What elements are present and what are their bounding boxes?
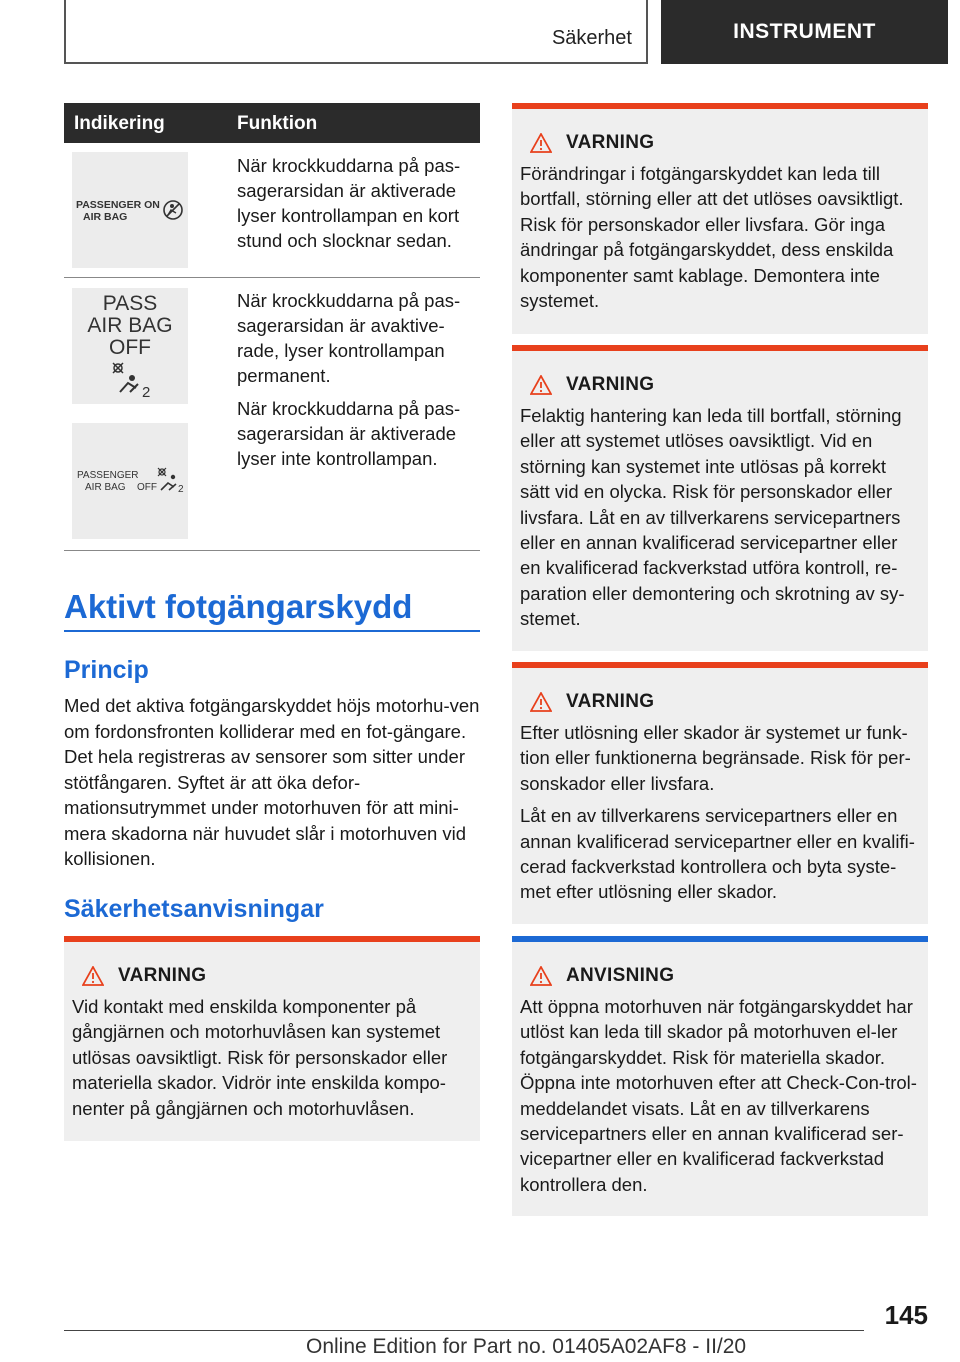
warning-triangle-icon [72,965,112,987]
icon-label-line1: PASSENGER ON [76,199,160,211]
icon1-label-line3: OFF [109,336,151,359]
icon1-label-line1: PASS [102,292,158,315]
footer-edition-text: Online Edition for Part no. 01405A02AF8 - II/20 [306,1335,747,1358]
section-title-rule [64,630,480,632]
passenger-airbag-on-icon [72,152,188,268]
passenger-airbag-off-icon [72,423,188,539]
row2-function-text2: När krockkuddarna på pas-sagerarsidan är aktiverade lyser inte kontrollampan. [237,398,461,469]
warning-triangle-icon [520,132,560,154]
pass-airbag-off-icon [72,288,188,404]
icon2-label-line1: PASSENGER [77,470,139,481]
section-title: Aktivt fotgängarskydd [64,588,413,625]
note-text: Förändringar i fotgängarskyddet kan leda till bortfall, störning eller att det utlöses oavsiktligt. Risk för personskador eller livsfara. Gör inga ändringar på fotgängarskyddet, dess enskilda komponenter samt kablage. Demontera inte systemet. [520,163,904,312]
header-section-label: Säkerhet [551,27,632,49]
header-chapter-tab: INSTRUMENT [661,0,948,64]
row2-function-text [237,288,477,479]
info-note [512,936,928,1216]
warning-triangle-icon [520,691,560,713]
svg-text:2: 2 [178,484,184,495]
table-row [64,143,480,278]
note-title: VARNING [118,965,207,986]
note-title: VARNING [566,374,655,395]
header-section-box [64,0,648,64]
principle-text: Med det aktiva fotgängarskyddet höjs motorhu-ven om fordonsfronten kolliderar med en fot-gängare. Det hela registreras av sensorer som sitter under stötfångaren. Syftet är att öka defor-mationsutrymmet under motorhuven för att mini-mera skadorna när huvudet slår i motorhuven vid kollisionen. [64,695,480,869]
warning-note [512,662,928,924]
note-title: VARNING [566,132,655,153]
icon-label-line2: AIR BAG [83,211,128,223]
note-title: ANVISNING [566,965,675,986]
warning-note [512,345,928,651]
safety-heading: Säkerhetsanvisningar [64,895,324,923]
note-text: Vid kontakt med enskilda komponenter på gångjärnen och motorhuvlåsen kan systemet utlösas oavsiktligt. Risk för personskador eller materiella skador. Vidrör inte enskilda kompo-nenter på gångjärnen och motorhuvlåsen. [72,996,448,1119]
warning-triangle-icon [520,965,560,987]
warning-note [64,936,480,1141]
warning-note [512,103,928,334]
principle-heading: Princip [64,656,149,684]
note-text: Att öppna motorhuven när fotgängarskyddet har utlöst kan leda till skador på motorhuven el-ler fotgängarskyddet. Risk för materiella skador. Öppna inte motorhuven efter att Check-Con-trol-meddelandet visats. Låt en av tillverkarens servicepartners eller en annan kvalificerad ser-vicepartner eller en kvalificerad fackverkstad kontrollera den. [520,996,917,1195]
row1-function-text: När krockkuddarna på pas-sagerarsidan är aktiverade lyser kontrollampan en kort stund och slocknar sedan. [237,155,461,251]
footer-rule [64,1330,864,1331]
note-title: VARNING [566,691,655,712]
page-number: 145 [884,1300,928,1330]
icon2-off-label: OFF [137,482,157,493]
icon1-label-line2: AIR BAG [87,314,173,337]
icon2-label-line2: AIR BAG [85,482,126,493]
table-header [64,103,480,143]
note-text: Felaktig hantering kan leda till bortfall, störning eller att systemet utlöses oavsiktligt. Vid en störning kan systemet inte utlösas på korrekt sätt vid en olycka. Risk för personskador eller livsfara. Låt en av tillverkarens servicepartners eller en annan kvalificerad servicepartner eller en kvalificerad fackverkstad utföra kontroll, re-paration eller demontering och skrotning av sy-stemet. [520,405,905,630]
note-text: Efter utlösning eller skador är systemet ur funk-tion eller funktionerna begränsade. Risk för per-sonskador eller livsfara. [520,722,911,794]
col-indicator-header: Indikering [74,113,165,134]
indicator-table [64,103,480,551]
warning-triangle-icon [520,374,560,396]
svg-text:2: 2 [142,384,151,401]
table-row [64,278,480,551]
col-function-header: Funktion [237,113,318,134]
note-text: Låt en av tillverkarens servicepartners eller en annan kvalificerad servicepartner eller en kvalifi-cerad fackverkstad kontrollera och byta syste-met efter utlösning eller skador. [520,805,915,903]
row2-function-text1: När krockkuddarna på pas-sagerarsidan är avaktive-rade, lyser kontrollampan permanent. [237,290,461,386]
